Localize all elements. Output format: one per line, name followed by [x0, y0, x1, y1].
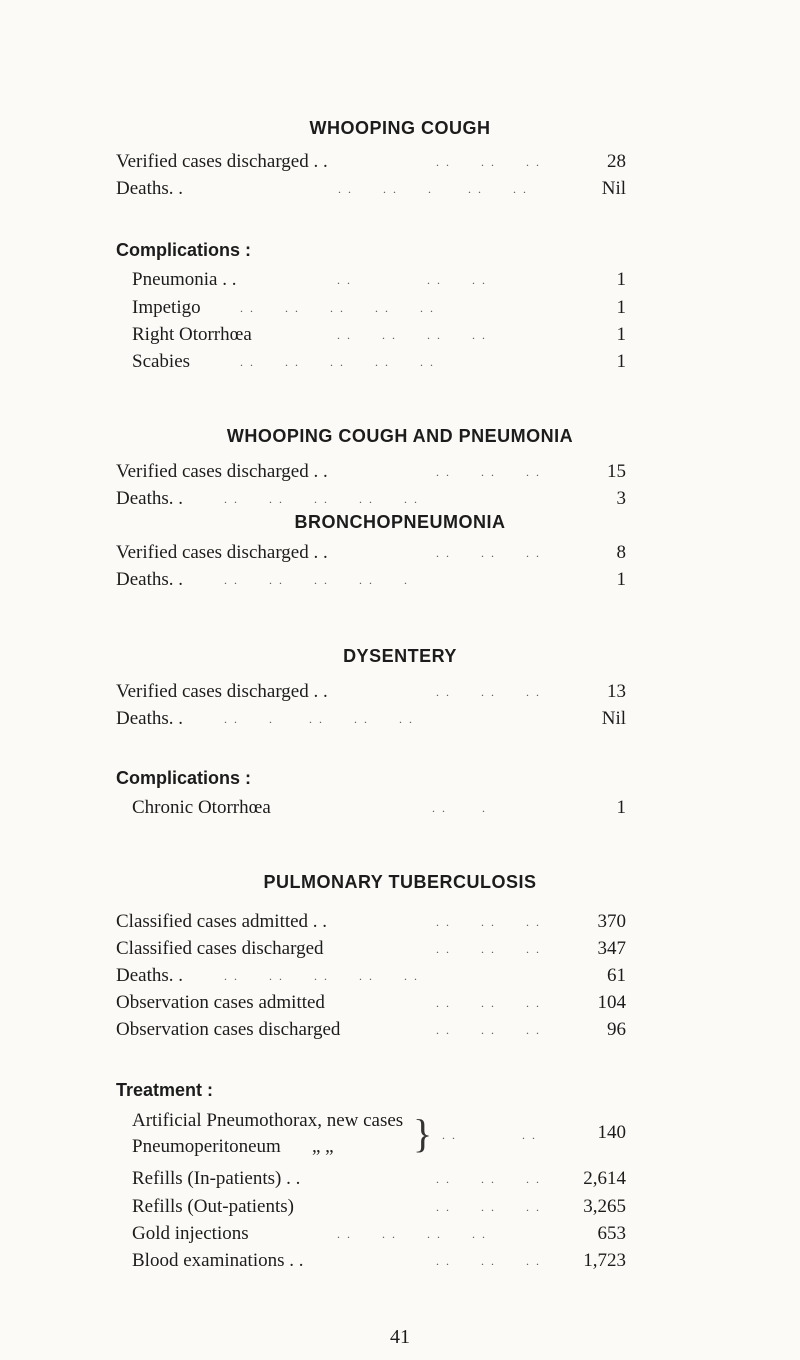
row-value: 8 — [616, 542, 626, 563]
pulmonary-tuberculosis-title: PULMONARY TUBERCULOSIS — [263, 872, 537, 892]
row-value: 370 — [597, 911, 626, 932]
leader-dots: . . . . . . — [436, 465, 541, 479]
row-label: Right Otorrhœa — [132, 324, 252, 345]
row-label: Scabies — [132, 351, 191, 372]
bronchopneumonia-title: BRONCHOPNEUMONIA — [294, 512, 506, 532]
ditto-marks: „ „ — [312, 1136, 334, 1157]
tb-pneumothorax-group — [132, 1110, 626, 1158]
wc-deaths-row — [116, 177, 626, 201]
row-value: 140 — [597, 1122, 626, 1143]
leader-dots: . . . . . . — [436, 1023, 541, 1037]
row-label: Deaths. . — [116, 708, 184, 729]
wcp-verified-row — [116, 460, 626, 484]
row-label: Verified cases discharged . . — [116, 461, 328, 482]
tb-treatment-row — [132, 1195, 626, 1219]
dys-verified-row — [116, 680, 626, 704]
leader-dots: . . . . . . — [436, 1200, 541, 1214]
wc-complication-row — [132, 323, 626, 347]
row-value: 1 — [616, 269, 626, 290]
row-value: 347 — [597, 938, 626, 959]
row-label: Deaths. . — [116, 965, 184, 986]
row-value: 1 — [616, 569, 626, 590]
row-label: Observation cases discharged — [116, 1019, 341, 1040]
row-label: Classified cases admitted . . — [116, 911, 328, 932]
leader-dots: . . . . . . — [436, 685, 541, 699]
treatment-heading: Treatment : — [116, 1080, 214, 1100]
leader-dots: . . . . . . — [436, 915, 541, 929]
tb-row — [116, 1018, 626, 1042]
leader-dots: . . . . . . — [436, 1172, 541, 1186]
dys-deaths-row — [116, 707, 626, 731]
leader-dots: . . . . . . — [436, 1254, 541, 1268]
row-value: 1 — [616, 297, 626, 318]
row-label: Deaths. . — [116, 178, 184, 199]
row-value: 653 — [597, 1223, 626, 1244]
row-label: Verified cases discharged . . — [116, 681, 328, 702]
page-number: 41 — [390, 1326, 410, 1348]
row-label: Deaths. . — [116, 569, 184, 590]
whooping-cough-pneumonia-title: WHOOPING COUGH AND PNEUMONIA — [226, 426, 574, 446]
leader-dots: . . . . — [442, 1128, 537, 1142]
brace-icon: } — [413, 1111, 433, 1156]
dysentery-title: DYSENTERY — [343, 646, 457, 666]
leader-dots: . . . . . . . . . — [224, 573, 409, 587]
tb-treatment-row — [132, 1167, 626, 1191]
row-label: Verified cases discharged . . — [116, 151, 328, 172]
leader-dots: . . . . . . — [337, 273, 487, 287]
leader-dots: . . . . . . . . — [337, 328, 487, 342]
row-value: 13 — [607, 681, 626, 702]
leader-dots: . . . . . . . . . . — [240, 301, 435, 315]
row-label: Gold injections — [132, 1223, 249, 1244]
row-value: 1 — [616, 351, 626, 372]
row-label: Pneumonia . . — [132, 269, 237, 290]
wc-verified-row — [116, 150, 626, 174]
leader-dots: . . . . . . — [436, 155, 541, 169]
row-label: Pneumoperitoneum — [132, 1136, 281, 1157]
row-label: Deaths. . — [116, 488, 184, 509]
whooping-cough-title: WHOOPING COUGH — [309, 118, 491, 138]
leader-dots: . . . . . . — [436, 546, 541, 560]
row-label: Verified cases discharged . . — [116, 542, 328, 563]
row-value: 104 — [597, 992, 626, 1013]
tb-row — [116, 964, 626, 988]
tb-treatment-row — [132, 1249, 626, 1273]
row-value: 28 — [607, 151, 626, 172]
row-value: 2,614 — [583, 1168, 626, 1189]
tb-row — [116, 991, 626, 1015]
leader-dots: . . . . . . . . . . — [240, 355, 435, 369]
row-value: 1 — [616, 797, 626, 818]
row-value: 61 — [607, 965, 626, 986]
row-value: 1 — [616, 324, 626, 345]
row-value: Nil — [601, 178, 626, 199]
row-value: 1,723 — [583, 1250, 626, 1271]
row-label: Artificial Pneumothorax, new cases — [132, 1110, 404, 1131]
leader-dots: . . . . . . . . . — [338, 182, 528, 196]
dys-complications-heading: Complications : — [116, 768, 252, 788]
bp-deaths-row — [116, 568, 626, 592]
tb-row — [116, 937, 626, 961]
row-label: Impetigo — [132, 297, 201, 318]
wcp-deaths-row — [116, 487, 626, 511]
row-value: 3,265 — [583, 1196, 626, 1217]
row-label: Chronic Otorrhœa — [132, 797, 271, 818]
bp-verified-row — [116, 541, 626, 565]
tb-row — [116, 910, 626, 934]
row-value: Nil — [601, 708, 626, 729]
wc-complication-row — [132, 296, 626, 320]
row-value: 15 — [607, 461, 626, 482]
leader-dots: . . . . . . . . . . — [224, 492, 419, 506]
row-label: Refills (In-patients) . . — [132, 1168, 301, 1189]
row-label: Blood examinations . . — [132, 1250, 304, 1271]
row-label: Observation cases admitted — [116, 992, 325, 1013]
wc-complication-row — [132, 268, 626, 292]
row-label: Classified cases discharged — [116, 938, 324, 959]
wc-complications-heading: Complications : — [116, 240, 252, 260]
leader-dots: . . . . . . — [436, 942, 541, 956]
leader-dots: . . . . . . . . . — [224, 712, 414, 726]
wc-complication-row — [132, 350, 626, 374]
row-value: 3 — [616, 488, 626, 509]
dys-complication-row — [132, 796, 626, 820]
leader-dots: . . . . . . . . — [337, 1227, 487, 1241]
leader-dots: . . . — [432, 801, 487, 815]
leader-dots: . . . . . . — [436, 996, 541, 1010]
leader-dots: . . . . . . . . . . — [224, 969, 419, 983]
row-value: 96 — [607, 1019, 626, 1040]
tb-treatment-row — [132, 1222, 626, 1246]
row-label: Refills (Out-patients) — [132, 1196, 294, 1217]
